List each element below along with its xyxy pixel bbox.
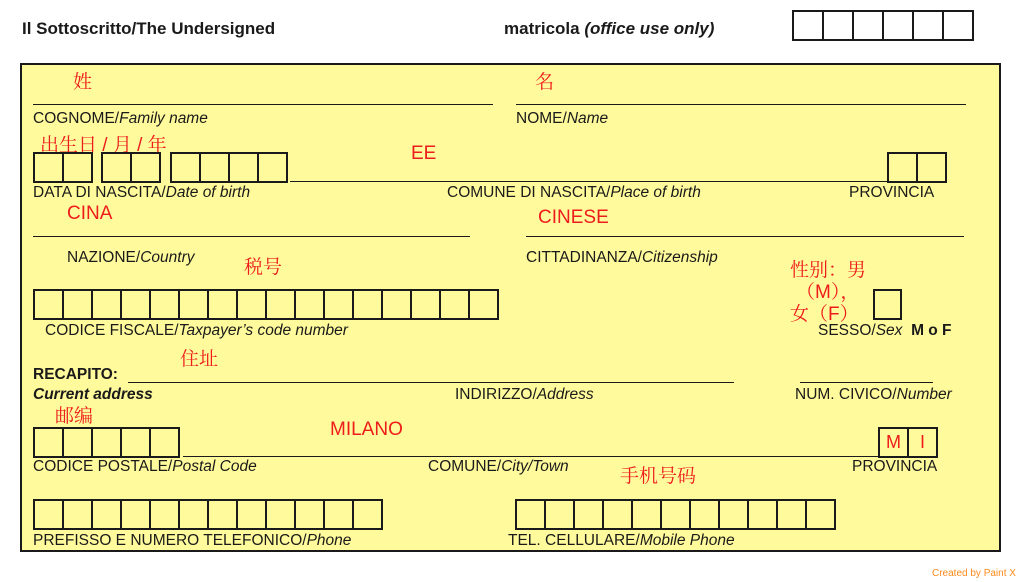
civic-number-field[interactable] [800,382,933,383]
sex-annotation-3: 女（F） [790,304,859,325]
family-name-label: COGNOME/Family name [33,110,208,127]
birth-year-boxes[interactable] [170,152,286,183]
office-use-text: (office use only) [584,19,715,38]
mobile-annotation: 手机号码 [620,466,697,487]
recapito-label: RECAPITO: [33,366,118,383]
credit-text: Created by Paint X [932,568,1016,579]
digit-box[interactable] [207,499,238,530]
digit-box[interactable] [689,499,720,530]
digit-box[interactable] [101,152,132,183]
tax-code-label: CODICE FISCALE/Taxpayer’s code number [45,322,348,339]
digit-box[interactable] [323,499,354,530]
birth-place-label: COMUNE DI NASCITA/Place of birth [447,184,701,201]
digit-box[interactable] [776,499,807,530]
current-address-label: Current address [33,386,153,403]
phone-boxes[interactable] [33,499,381,530]
digit-box[interactable] [410,289,441,320]
birth-place-field[interactable] [290,181,888,182]
given-name-annotation: 名 [535,72,555,93]
digit-box[interactable] [91,427,122,458]
digit-box[interactable] [33,152,64,183]
digit-box[interactable] [178,289,209,320]
tax-code-boxes[interactable] [33,289,497,320]
digit-box[interactable] [747,499,778,530]
birth-date-annotation: 出生日 / 月 / 年 [40,135,167,156]
digit-box[interactable] [62,152,93,183]
digit-box[interactable] [515,499,546,530]
sex-box[interactable] [873,289,900,320]
sex-label: SESSO/Sex M o F [818,322,952,339]
civic-number-label: NUM. CIVICO/Number [795,386,952,403]
phone-label: PREFISSO E NUMERO TELEFONICO/Phone [33,532,352,549]
family-name-field[interactable] [33,104,493,105]
citizenship-label: CITTADINANZA/Citizenship [526,249,718,266]
digit-box[interactable] [916,152,947,183]
name-field[interactable] [516,104,966,105]
sex-annotation-1: 性别：男 [790,260,867,281]
digit-box[interactable] [120,499,151,530]
digit-box[interactable] [207,289,238,320]
province-box-i[interactable]: I [907,427,938,458]
digit-box[interactable] [170,152,201,183]
postal-code-boxes[interactable] [33,427,178,458]
matricola-box[interactable] [912,10,944,41]
birth-month-boxes[interactable] [101,152,159,183]
digit-box[interactable] [439,289,470,320]
digit-box[interactable] [236,499,267,530]
address-label: INDIRIZZO/Address [455,386,594,403]
country-field[interactable] [33,236,470,237]
mobile-label: TEL. CELLULARE/Mobile Phone [508,532,735,549]
matricola-boxes[interactable] [792,10,972,41]
matricola-box[interactable] [882,10,914,41]
digit-box[interactable] [62,289,93,320]
digit-box[interactable] [887,152,918,183]
digit-box[interactable] [91,289,122,320]
city-annotation: MILANO [330,419,403,440]
country-annotation: CINA [67,203,113,224]
digit-box[interactable] [33,499,64,530]
postal-code-label: CODICE POSTALE/Postal Code [33,458,257,475]
digit-box[interactable] [120,289,151,320]
citizenship-annotation: CINESE [538,207,609,228]
address-field[interactable] [128,382,734,383]
digit-box[interactable] [352,499,383,530]
digit-box[interactable] [33,427,64,458]
birth-date-label: DATA DI NASCITA/Date of birth [33,184,251,201]
digit-box[interactable] [718,499,749,530]
city-field[interactable] [183,456,879,457]
digit-box[interactable] [236,289,267,320]
digit-box[interactable] [468,289,499,320]
matricola-box[interactable] [852,10,884,41]
matricola-box[interactable] [942,10,974,41]
surname-annotation: 姓 [73,72,93,93]
citizenship-field[interactable] [526,236,964,237]
digit-box[interactable] [381,289,412,320]
digit-box[interactable] [228,152,259,183]
birth-province-boxes[interactable] [887,152,945,183]
address-annotation: 住址 [180,349,219,370]
birth-province-label: PROVINCIA [849,184,935,201]
matricola-box[interactable] [792,10,824,41]
digit-box[interactable] [294,499,325,530]
digit-box[interactable] [631,499,662,530]
digit-box[interactable] [265,499,296,530]
mobile-boxes[interactable] [515,499,834,530]
digit-box[interactable] [120,427,151,458]
matricola-label [504,19,714,39]
province-box-m[interactable]: M [878,427,909,458]
digit-box[interactable] [178,499,209,530]
postal-code-annotation: 邮编 [55,406,94,427]
country-label: NAZIONE/Country [67,249,195,266]
digit-box[interactable] [130,152,161,183]
birth-day-boxes[interactable] [33,152,91,183]
matricola-box[interactable] [822,10,854,41]
sex-input-box[interactable] [873,289,902,320]
digit-box[interactable] [602,499,633,530]
digit-box[interactable] [33,289,64,320]
city-label: COMUNE/City/Town [428,458,569,475]
province-label: PROVINCIA [852,458,938,475]
digit-box[interactable] [544,499,575,530]
tax-code-annotation: 税号 [244,257,283,278]
digit-box[interactable] [91,499,122,530]
province-boxes[interactable] [878,427,936,458]
digit-box[interactable] [660,499,691,530]
birth-province-annotation: EE [411,143,437,164]
digit-box[interactable] [573,499,604,530]
matricola-text: matricola [504,19,580,38]
digit-box[interactable] [62,427,93,458]
sex-annotation-2: （M）， [796,282,860,303]
digit-box[interactable] [352,289,383,320]
digit-box[interactable] [257,152,288,183]
undersigned-label: Il Sottoscritto/The Undersigned [22,19,276,38]
name-label: NOME/Name [516,110,609,127]
digit-box[interactable] [265,289,296,320]
digit-box[interactable] [149,427,180,458]
digit-box[interactable] [62,499,93,530]
digit-box[interactable] [294,289,325,320]
digit-box[interactable] [149,289,180,320]
digit-box[interactable] [149,499,180,530]
digit-box[interactable] [199,152,230,183]
digit-box[interactable] [323,289,354,320]
digit-box[interactable] [805,499,836,530]
